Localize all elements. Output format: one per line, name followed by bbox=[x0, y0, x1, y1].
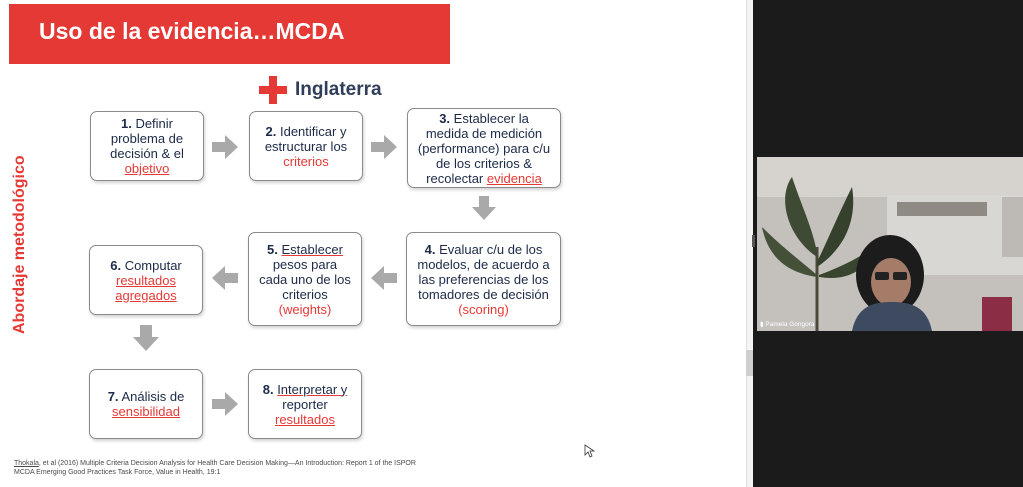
step-box-4 bbox=[406, 232, 561, 326]
step-2-line-1 bbox=[266, 124, 347, 139]
arrow-right-icon bbox=[212, 392, 238, 416]
arrow-left-icon bbox=[212, 266, 238, 290]
step-3-line-5 bbox=[426, 171, 542, 186]
region-header bbox=[259, 74, 382, 106]
step-8-line-2: reporter bbox=[282, 396, 328, 412]
step-box-3 bbox=[407, 108, 561, 188]
step-4-line-2: modelos, de acuerdo a bbox=[417, 256, 550, 272]
step-5-number: 5. bbox=[267, 241, 278, 257]
step-3-line-3: (performance) para c/u bbox=[417, 140, 551, 156]
scrollbar-thumb[interactable] bbox=[746, 350, 753, 376]
step-5-line-1 bbox=[267, 242, 343, 257]
step-7-highlight: sensibilidad bbox=[112, 404, 180, 419]
step-3-text-e: recolectar bbox=[426, 170, 484, 186]
step-4-line-1 bbox=[425, 242, 543, 257]
step-8-highlight: resultados bbox=[275, 411, 335, 427]
step-6-text-a: Computar bbox=[124, 257, 182, 273]
step-5-line-3: cada uno de los bbox=[259, 271, 351, 287]
step-2-number: 2. bbox=[265, 123, 277, 139]
arrow-right-icon bbox=[212, 135, 238, 159]
step-5-highlight: (weights) bbox=[278, 301, 332, 317]
panel-resize-handle[interactable] bbox=[752, 235, 755, 247]
step-box-7 bbox=[89, 369, 203, 439]
red-cross-icon bbox=[259, 76, 287, 104]
step-3-number: 3. bbox=[439, 110, 451, 126]
step-box-1 bbox=[90, 111, 204, 181]
step-4-line-3: las preferencias de los bbox=[418, 271, 549, 287]
step-7-text-a: Análisis de bbox=[121, 389, 185, 404]
step-1-text-a: Definir bbox=[135, 116, 174, 131]
step-6-line-1 bbox=[110, 258, 182, 273]
mouse-cursor-icon bbox=[584, 444, 596, 458]
step-2-line-2: estructurar los bbox=[264, 138, 348, 154]
step-1-number: 1. bbox=[120, 116, 132, 131]
vertical-axis-label: Abordaje metodológico bbox=[11, 155, 28, 334]
citation-author: Thokala bbox=[14, 460, 39, 467]
step-7-number: 7. bbox=[107, 389, 119, 404]
citation-footer bbox=[14, 459, 484, 477]
step-8-number: 8. bbox=[262, 381, 274, 397]
arrow-down-icon bbox=[133, 325, 159, 351]
step-6-number: 6. bbox=[110, 257, 122, 273]
step-4-highlight: (scoring) bbox=[458, 301, 509, 317]
participant-name-tag: ▮ Pamela Gongora bbox=[760, 321, 815, 328]
step-5-text-a: Establecer bbox=[281, 241, 343, 257]
step-1-line-3: decisión & el bbox=[110, 146, 184, 161]
arrow-down-icon bbox=[472, 196, 496, 220]
step-2-text-a: Identificar y bbox=[279, 123, 347, 139]
step-5-line-2: pesos para bbox=[272, 256, 338, 272]
step-5-line-4: criterios bbox=[282, 286, 328, 302]
step-box-5 bbox=[248, 232, 362, 326]
slide-title: Uso de la evidencia…MCDA bbox=[39, 18, 345, 44]
step-box-8 bbox=[248, 369, 362, 439]
step-2-highlight: criterios bbox=[283, 153, 329, 169]
title-bar bbox=[9, 4, 450, 64]
step-1-line-2: problema de bbox=[110, 131, 184, 146]
step-box-6 bbox=[89, 245, 203, 315]
citation-line-1: , et al (2016) Multiple Criteria Decision Analysis for Health Care Decision Making—An Introduction: Report 1 of the ISPOR bbox=[38, 460, 416, 467]
arrow-right-icon bbox=[371, 135, 397, 159]
step-6-highlight-2: agregados bbox=[115, 287, 177, 303]
step-1-highlight: objetivo bbox=[124, 161, 170, 176]
step-8-line-1 bbox=[263, 382, 348, 397]
step-3-line-4: de los criterios & bbox=[435, 155, 533, 171]
step-3-line-2: medida de medición bbox=[425, 125, 543, 141]
step-3-highlight: evidencia bbox=[486, 170, 542, 186]
step-6-highlight-1: resultados bbox=[116, 272, 176, 288]
step-8-text-a: Interpretar y bbox=[277, 381, 348, 397]
citation-line-2: MCDA Emerging Good Practices Task Force, Value in Health, 19:1 bbox=[14, 469, 221, 476]
region-label: Inglaterra bbox=[295, 79, 382, 100]
step-4-number: 4. bbox=[424, 241, 436, 257]
step-box-2 bbox=[249, 111, 363, 181]
step-4-text-a: Evaluar c/u de los bbox=[439, 241, 543, 257]
step-4-line-4: tomadores de decisión bbox=[418, 286, 549, 302]
participant-name: Pamela Gongora bbox=[765, 321, 815, 328]
step-3-line-1 bbox=[439, 111, 529, 126]
arrow-left-icon bbox=[371, 266, 397, 290]
step-3-text-a: Establecer la bbox=[453, 110, 529, 126]
participant-video-image bbox=[757, 157, 1023, 331]
step-7-line-1 bbox=[108, 389, 185, 404]
presentation-slide bbox=[9, 4, 619, 478]
participant-video-tile[interactable] bbox=[757, 157, 1023, 331]
step-1-line-1 bbox=[121, 116, 173, 131]
